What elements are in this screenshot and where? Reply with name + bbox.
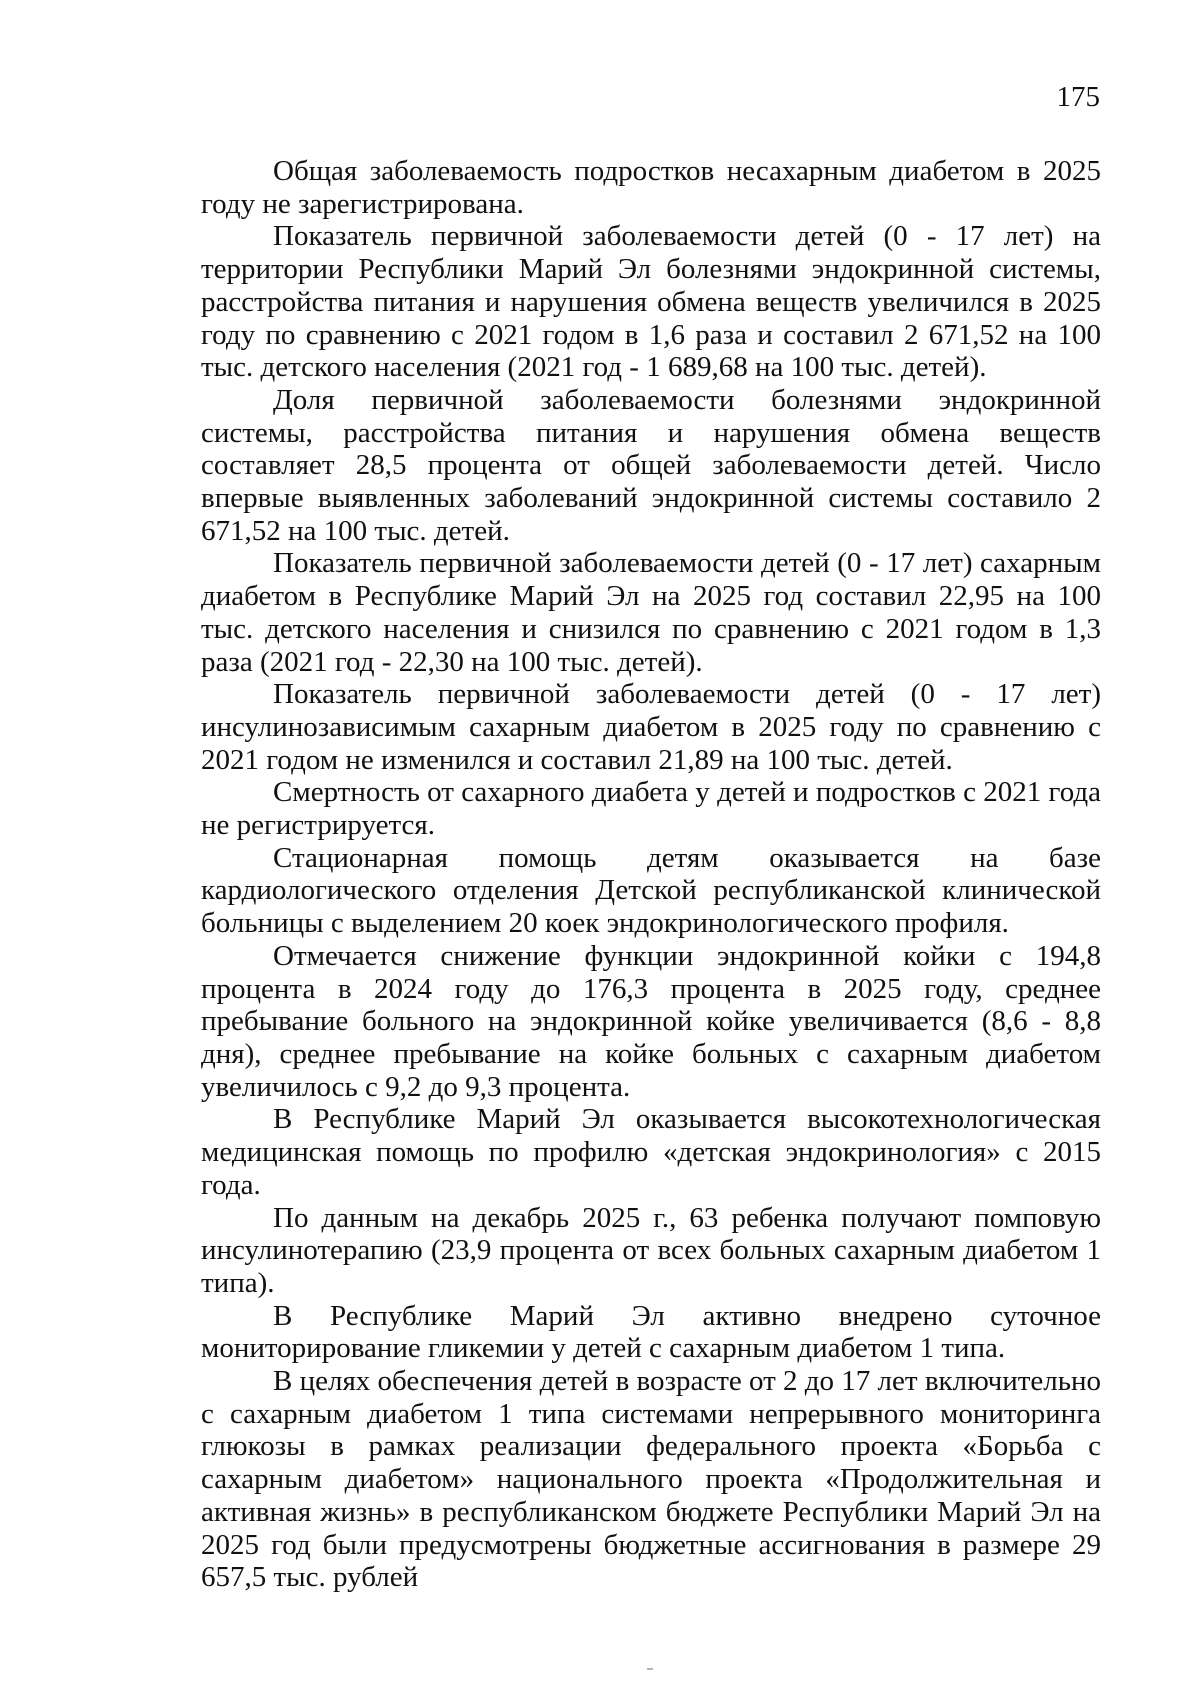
page-number: 175 bbox=[1056, 81, 1100, 113]
document-body bbox=[201, 155, 1101, 1594]
paragraph: Отмечается снижение функции эндокринной койки с 194,8 процента в 2024 году до 176,3 процента в 2025 году, среднее пребывание больного на эндокринной койке увеличивается (8,6 - 8,8 дня), среднее пребывание на койке больных с сахарным диабетом увеличилось с 9,2 до 9,3 процента. bbox=[201, 939, 1101, 1103]
paragraph: Стационарная помощь детям оказывается на базе кардиологического отделения Детской республиканской клинической больницы с выделением 20 коек эндокринологического профиля. bbox=[201, 841, 1101, 940]
paragraph: По данным на декабрь 2025 г., 63 ребенка получают помповую инсулинотерапию (23,9 процента от всех больных сахарным диабетом 1 типа). bbox=[201, 1201, 1101, 1299]
paragraph: Смертность от сахарного диабета у детей и подростков с 2021 года не регистрируется. bbox=[201, 776, 1101, 842]
scan-mark bbox=[647, 1668, 653, 1670]
paragraph: Общая заболеваемость подростков несахарным диабетом в 2025 году не зарегистрирована. bbox=[201, 155, 1101, 220]
paragraph: Показатель первичной заболеваемости детей (0 - 17 лет) на территории Республики Марий Эл болезнями эндокринной системы, расстройства питания и нарушения обмена веществ увеличился в 2025 году по сравнению с 2021 годом в 1,6 раза и составил 2 671,52 на 100 тыс. детского населения (2021 год - 1 689,68 на 100 тыс. детей). bbox=[201, 220, 1101, 384]
paragraph: В Республике Марий Эл оказывается высокотехнологическая медицинская помощь по профилю «детская эндокринология» с 2015 года. bbox=[201, 1103, 1101, 1201]
paragraph: В целях обеспечения детей в возрасте от 2 до 17 лет включительно с сахарным диабетом 1 типа системами непрерывного мониторинга глюкозы в рамках реализации федерального проекта «Борьба с сахарным диабетом» национального проекта «Продолжительная и активная жизнь» в республиканском бюджете Республики Марий Эл на 2025 год были предусмотрены бюджетные ассигнования в размере 29 657,5 тыс. рублей bbox=[201, 1365, 1102, 1594]
paragraph: Доля первичной заболеваемости болезнями эндокринной системы, расстройства питания и нарушения обмена веществ составляет 28,5 процента от общей заболеваемости детей. Число впервые выявленных заболеваний эндокринной системы составило 2 671,52 на 100 тыс. детей. bbox=[201, 383, 1101, 547]
paragraph: В Республике Марий Эл активно внедрено суточное мониторирование гликемии у детей с сахарным диабетом 1 типа. bbox=[201, 1299, 1101, 1365]
paragraph: Показатель первичной заболеваемости детей (0 - 17 лет) инсулинозависимым сахарным диабетом в 2025 году по сравнению с 2021 годом не изменился и составил 21,89 на 100 тыс. детей. bbox=[201, 678, 1101, 776]
paragraph: Показатель первичной заболеваемости детей (0 - 17 лет) сахарным диабетом в Республике Марий Эл на 2025 год составил 22,95 на 100 тыс. детского населения и снизился по сравнению с 2021 годом в 1,3 раза (2021 год - 22,30 на 100 тыс. детей). bbox=[201, 547, 1101, 678]
